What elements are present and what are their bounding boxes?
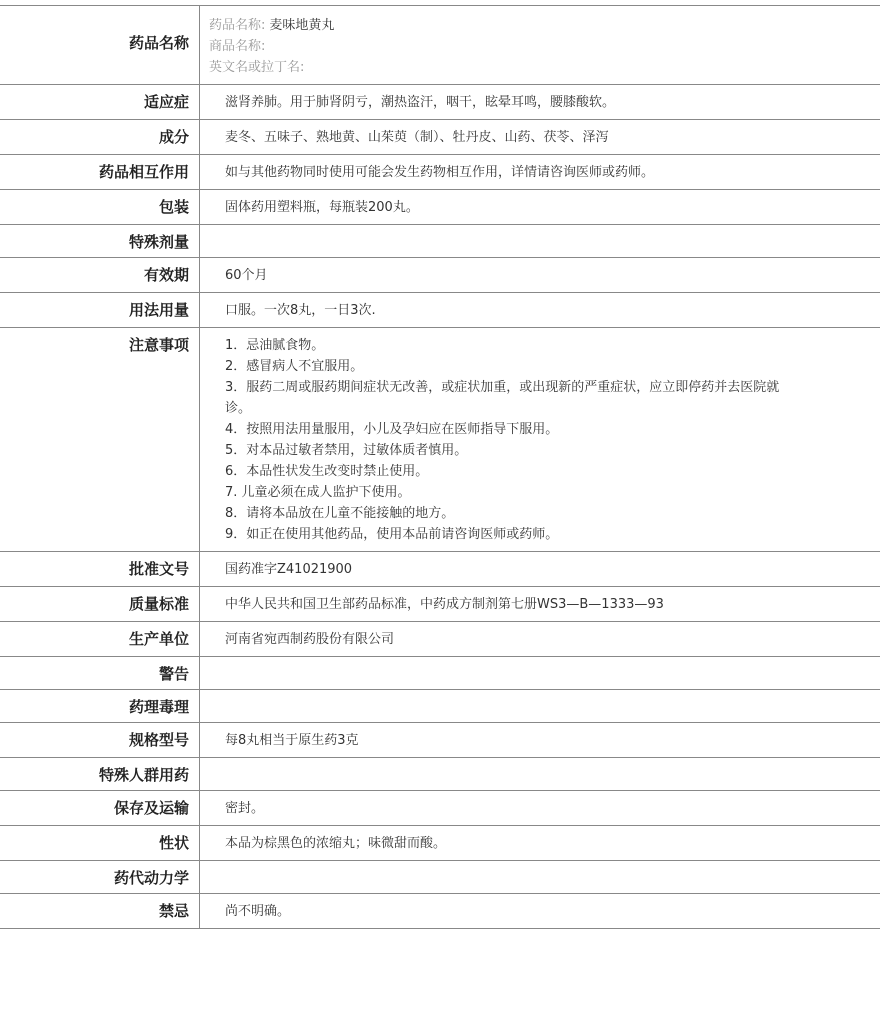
- row-value: [200, 657, 880, 689]
- row-value: 固体药用塑料瓶，每瓶装200丸。: [225, 200, 419, 215]
- drug-name-value: 麦味地黄丸: [269, 18, 335, 33]
- list-item: 4．按照用法用量服用，小儿及孕妇应在医师指导下服用。: [225, 422, 559, 437]
- row-value: 60个月: [225, 268, 268, 283]
- row-label: 规格型号: [0, 723, 200, 757]
- row-toxicology: [0, 690, 880, 723]
- row-appearance: [0, 826, 880, 861]
- row-value: 麦冬、五味子、熟地黄、山茱萸（制）、牡丹皮、山药、茯苓、泽泻: [225, 130, 609, 145]
- row-value: 口服。一次8丸，一日3次.: [225, 303, 376, 318]
- english-name-key: 英文名或拉丁名:: [209, 60, 305, 75]
- row-approval: [0, 552, 880, 587]
- row-specification: [0, 723, 880, 758]
- row-storage: [0, 791, 880, 826]
- english-name-line: [209, 57, 870, 78]
- row-value: 尚不明确。: [225, 904, 291, 919]
- list-item: 1．忌油腻食物。: [225, 338, 325, 353]
- row-value: 滋肾养肺。用于肺肾阴亏，潮热盗汗，咽干，眩晕耳鸣，腰膝酸软。: [225, 95, 616, 110]
- list-item: 2．感冒病人不宜服用。: [225, 359, 364, 374]
- row-label: 用法用量: [0, 293, 200, 327]
- drug-spec-table: [0, 5, 880, 929]
- row-label: 生产单位: [0, 622, 200, 656]
- row-label: 包装: [0, 190, 200, 224]
- list-item: 9．如正在使用其他药品，使用本品前请咨询医师或药师。: [225, 527, 559, 542]
- row-value: 河南省宛西制药股份有限公司: [225, 632, 395, 647]
- row-value: [200, 328, 880, 551]
- trade-name-line: [209, 36, 870, 57]
- list-item: 7. 儿童必须在成人监护下使用。: [225, 485, 411, 500]
- row-label: 质量标准: [0, 587, 200, 621]
- row-label: 适应症: [0, 85, 200, 119]
- row-label: 成分: [0, 120, 200, 154]
- row-value: 每8丸相当于原生药3克: [225, 733, 359, 748]
- list-item: 8．请将本品放在儿童不能接触的地方。: [225, 506, 455, 521]
- row-package: [0, 190, 880, 225]
- row-usage: [0, 293, 880, 328]
- row-special-population: [0, 758, 880, 791]
- row-ingredients: [0, 120, 880, 155]
- row-label: 注意事项: [0, 328, 200, 551]
- row-drug-name: [0, 6, 880, 85]
- trade-name-key: 商品名称:: [209, 39, 266, 54]
- row-label: 药理毒理: [0, 690, 200, 722]
- row-label: 保存及运输: [0, 791, 200, 825]
- row-value: 中华人民共和国卫生部药品标准，中药成方制剂第七册WS3—B—1333—93: [225, 597, 664, 612]
- row-label: 批准文号: [0, 552, 200, 586]
- row-standard: [0, 587, 880, 622]
- list-item: 3．服药二周或服药期间症状无改善，或症状加重，或出现新的严重症状，应立即停药并去医院就诊。: [225, 380, 780, 416]
- drug-name-line: [209, 15, 870, 36]
- row-label: 药品名称: [0, 6, 200, 84]
- row-label: 药代动力学: [0, 861, 200, 893]
- row-value: [200, 225, 880, 257]
- row-label: 禁忌: [0, 894, 200, 928]
- name-values: [200, 6, 880, 84]
- row-interactions: [0, 155, 880, 190]
- row-value: 国药准字Z41021900: [225, 562, 353, 577]
- precautions-list: [225, 335, 870, 545]
- row-value: [200, 758, 880, 790]
- list-item: 6．本品性状发生改变时禁止使用。: [225, 464, 429, 479]
- row-pharmacokinetics: [0, 861, 880, 894]
- row-label: 警告: [0, 657, 200, 689]
- row-manufacturer: [0, 622, 880, 657]
- row-label: 特殊剂量: [0, 225, 200, 257]
- row-precautions: [0, 328, 880, 552]
- row-label: 有效期: [0, 258, 200, 292]
- row-label: 特殊人群用药: [0, 758, 200, 790]
- row-indications: [0, 85, 880, 120]
- row-value: [200, 861, 880, 893]
- row-contraindications: [0, 894, 880, 929]
- row-label: 性状: [0, 826, 200, 860]
- row-warning: [0, 657, 880, 690]
- row-value: 如与其他药物同时使用可能会发生药物相互作用，详情请咨询医师或药师。: [225, 165, 655, 180]
- row-value: 密封。: [225, 801, 265, 816]
- list-item: 5．对本品过敏者禁用，过敏体质者慎用。: [225, 443, 468, 458]
- row-value: [200, 690, 880, 722]
- row-validity: [0, 258, 880, 293]
- row-special-dosage: [0, 225, 880, 258]
- drug-name-key: 药品名称:: [209, 18, 266, 33]
- row-value: 本品为棕黑色的浓缩丸；味微甜而酸。: [225, 836, 447, 851]
- row-label: 药品相互作用: [0, 155, 200, 189]
